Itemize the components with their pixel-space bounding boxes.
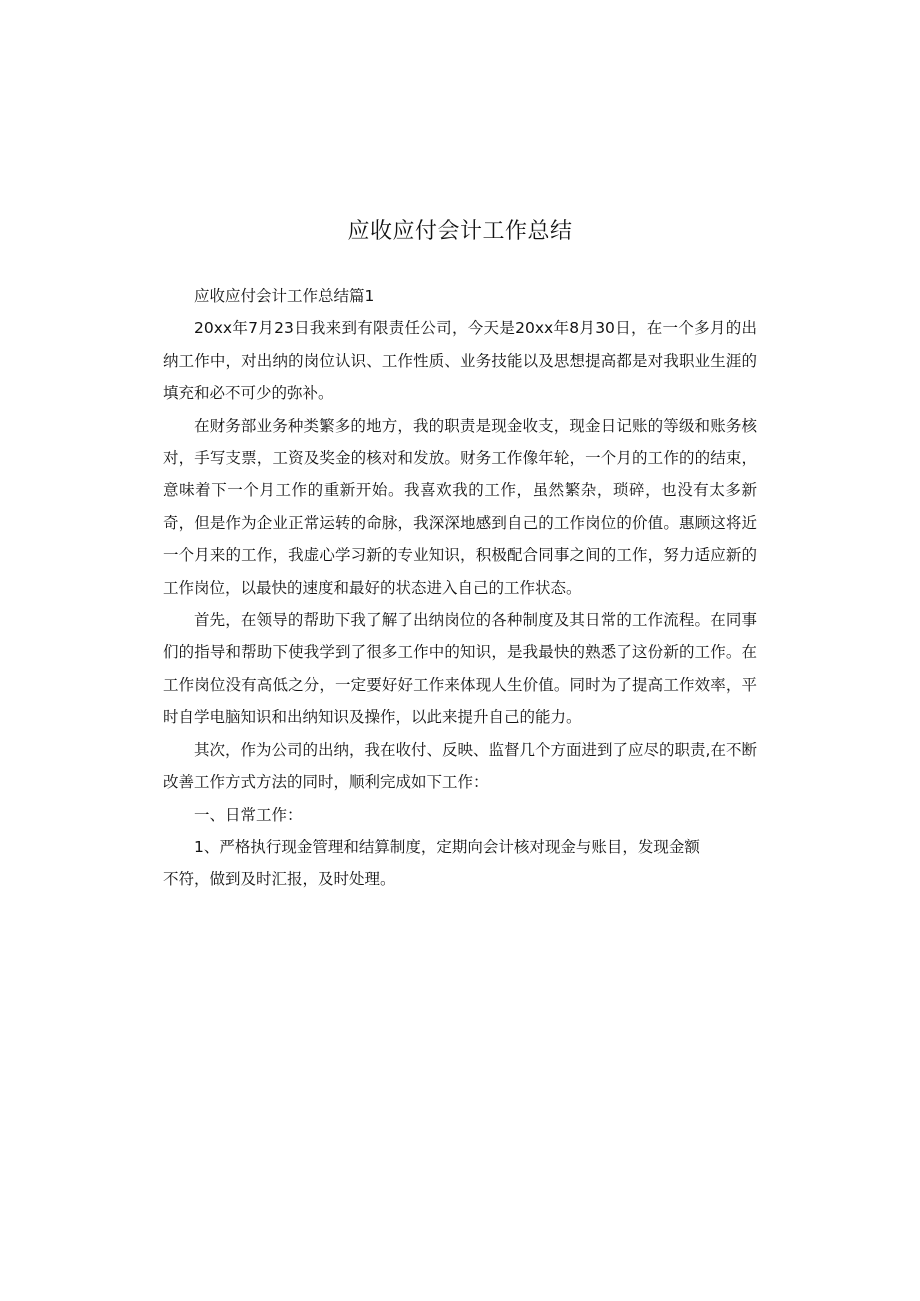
subheading-daily-work: 一、日常工作： (194, 805, 303, 824)
document-body (163, 280, 757, 896)
section-heading: 应收应付会计工作总结篇1 (194, 287, 375, 305)
paragraph-1: 20xx年7月23日我来到有限责任公司，今天是20xx年8月30日，在一个多月的出纳工作中，对出纳的岗位认识、工作性质、业务技能以及思想提高都是对我职业生涯的填充和必不可少的弥补。 (163, 319, 757, 403)
paragraph-2: 在财务部业务种类繁多的地方，我的职责是现金收支，现金日记账的等级和账务核对，手写支票，工资及奖金的核对和发放。财务工作像年轮，一个月的工作的的结束，意味着下一个月工作的重新开始。我喜欢我的工作，虽然繁杂，琐碎，也没有太多新奇，但是作为企业正常运转的命脉，我深深地感到自己的工作岗位的价值。惠顾这将近一个月来的工作，我虚心学习新的专业知识，积极配合同事之间的工作，努力适应新的工作岗位，以最快的速度和最好的状态进入自己的工作状态。 (163, 416, 757, 597)
document-title: 应收应付会计工作总结 (347, 219, 573, 244)
paragraph-3: 首先，在领导的帮助下我了解了出纳岗位的各种制度及其日常的工作流程。在同事们的指导和帮助下使我学到了很多工作中的知识，是我最快的熟悉了这份新的工作。在工作岗位没有高低之分，一定要好好工作来体现人生价值。同时为了提高工作效率，平时自学电脑知识和出纳知识及操作，以此来提升自己的能力。 (163, 611, 757, 727)
paragraph-4: 其次，作为公司的出纳，我在收付、反映、监督几个方面进到了应尽的职责,在不断改善工作方式方法的同时，顺利完成如下工作： (163, 740, 757, 792)
list-item-1-line-2: 不符，做到及时汇报，及时处理。 (163, 870, 396, 889)
list-item-1-line-1: 1、严格执行现金管理和结算制度，定期向会计核对现金与账目，发现金额 (194, 837, 700, 856)
